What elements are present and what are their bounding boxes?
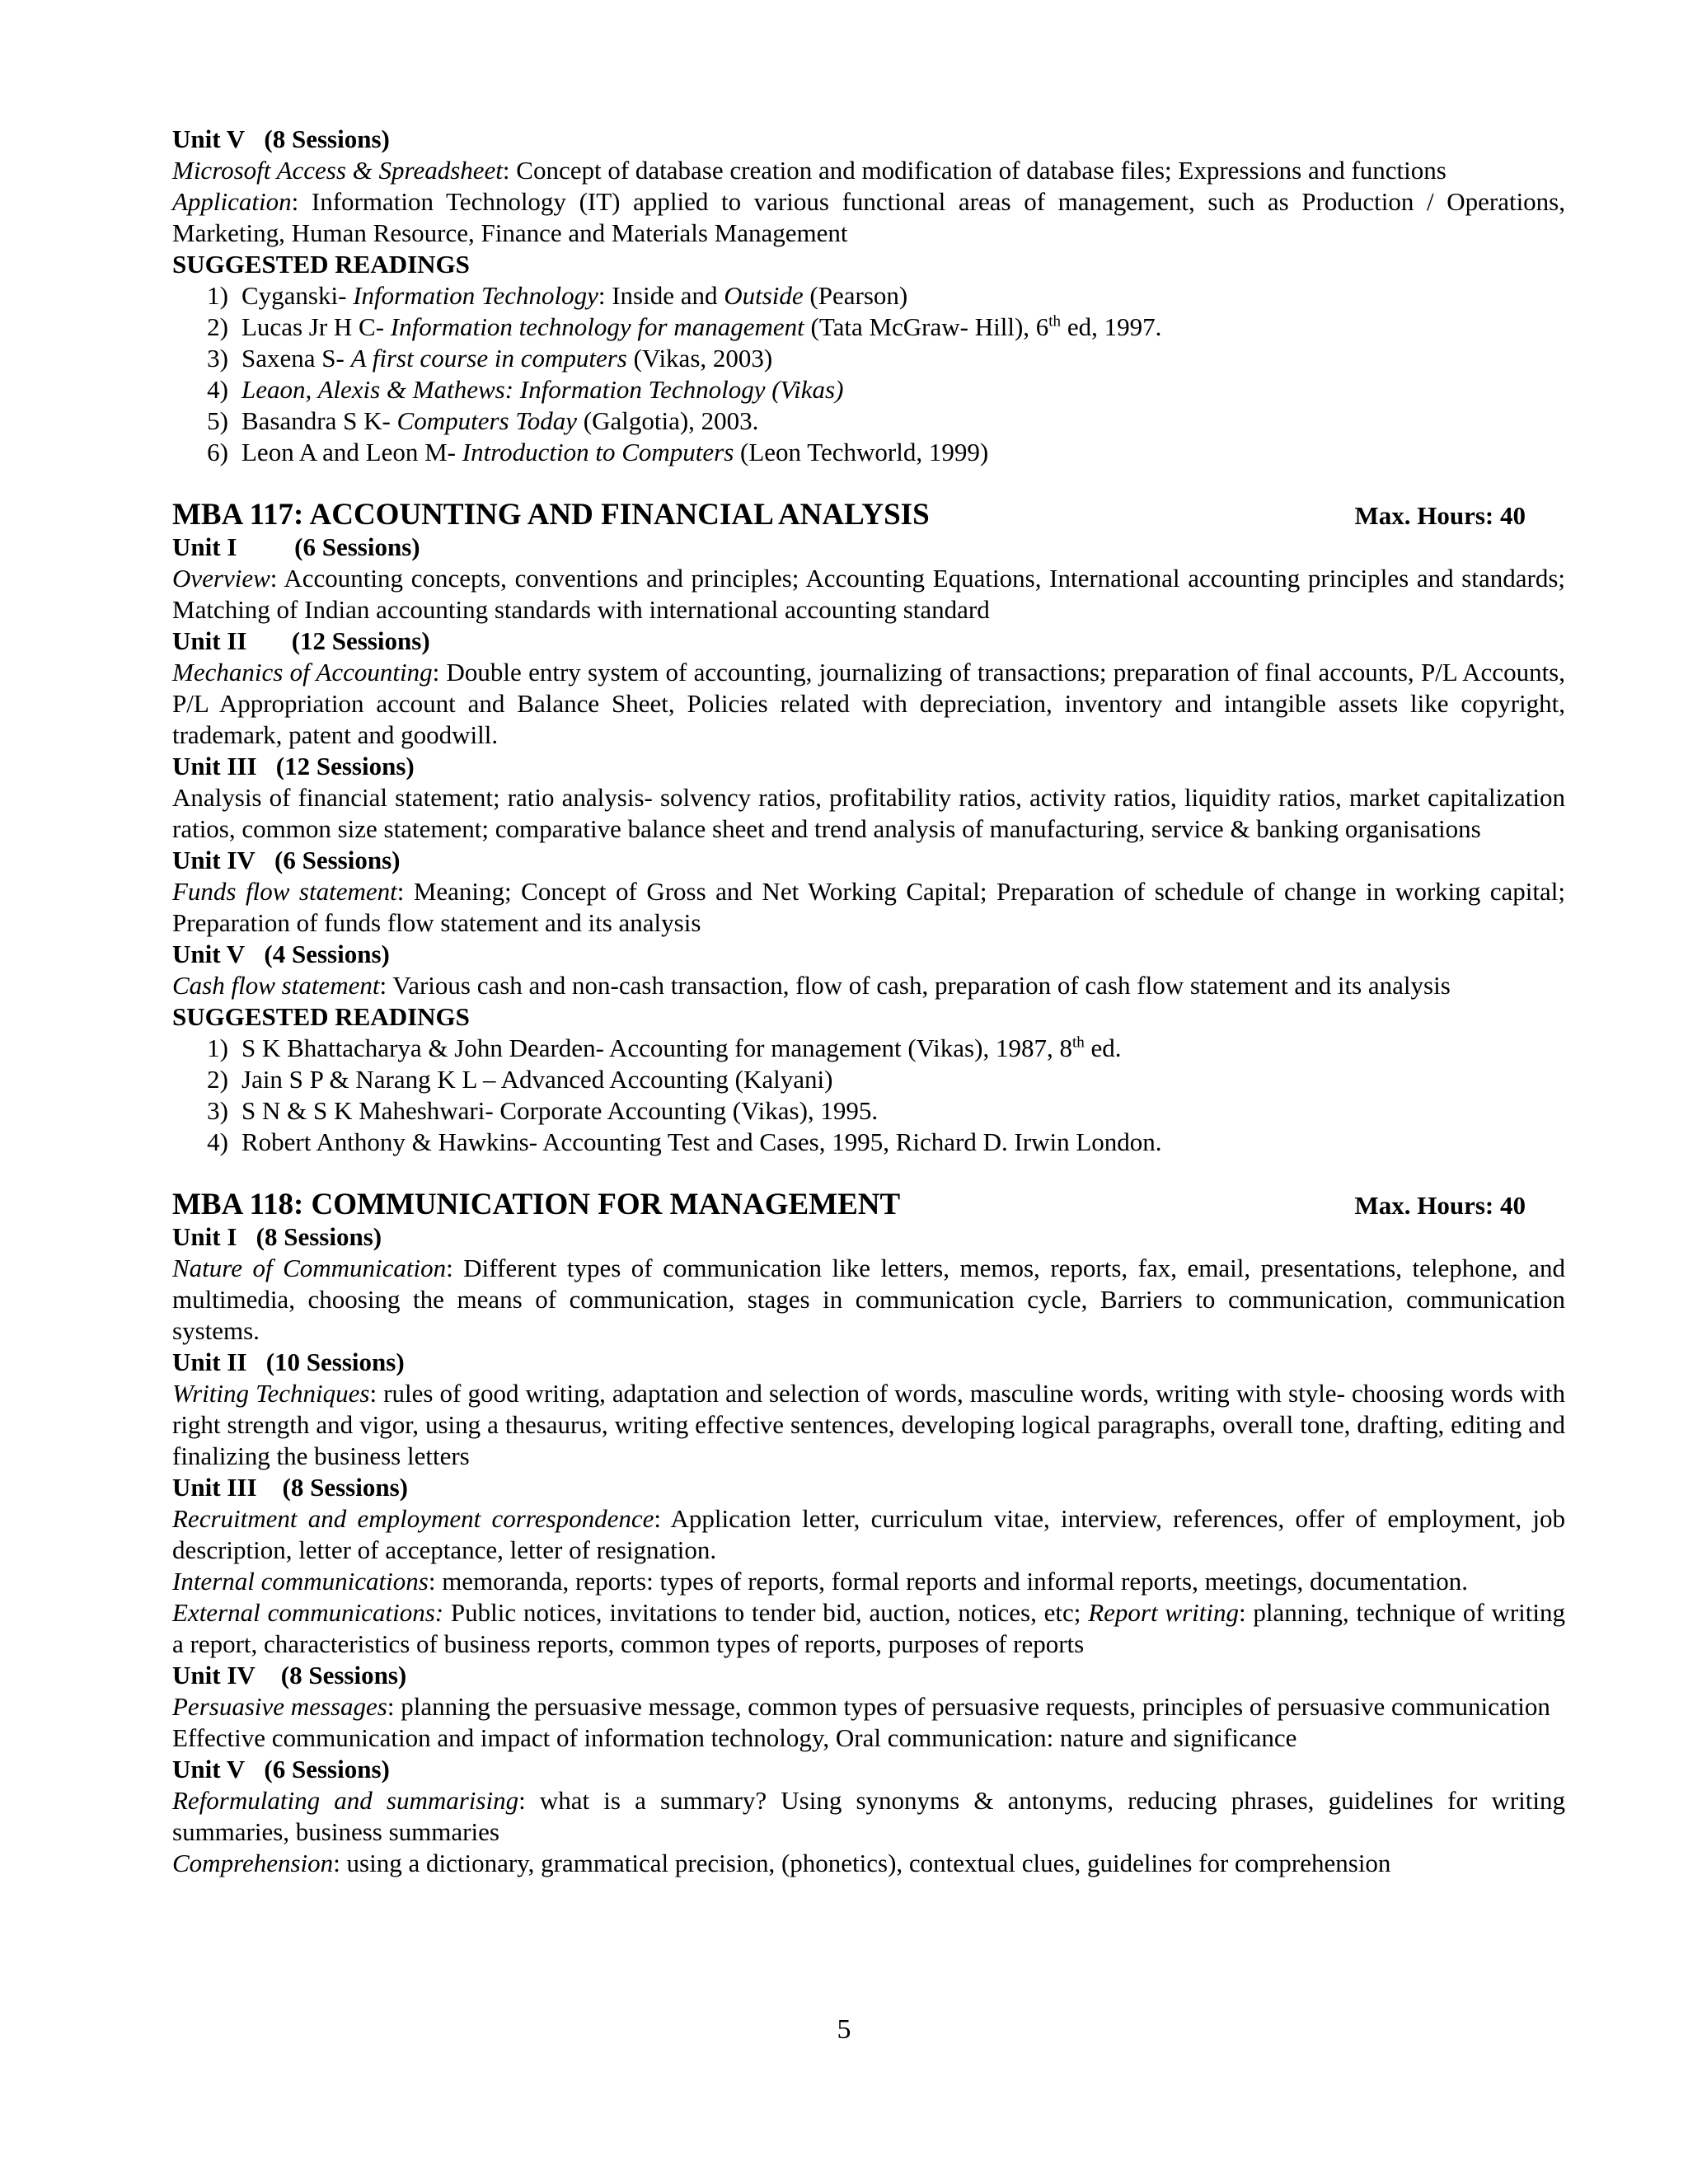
paragraph: Persuasive messages: planning the persuasive message, common types of persuasive requests, principles of persuasive communication <box>172 1692 1550 1721</box>
course-title: MBA 117: ACCOUNTING AND FINANCIAL ANALYSIS <box>172 498 930 532</box>
list-item: 5) Basandra S K- Computers Today (Galgotia), 2003. <box>207 406 759 435</box>
paragraph: Application: Information Technology (IT) applied to various functional areas of management, such as Production / Operations, Marketing, Human Resource, Finance and Materials Management <box>172 187 1565 247</box>
paragraph: Comprehension: using a dictionary, grammatical precision, (phonetics), contextual clues, guidelines for comprehension <box>172 1849 1391 1877</box>
paragraph: Funds flow statement: Meaning; Concept of Gross and Net Working Capital; Preparation of schedule of change in working capital; Preparation of funds flow statement and its analysis <box>172 877 1565 937</box>
unit-heading: Unit IV (8 Sessions) <box>172 1661 407 1690</box>
page-number: 5 <box>837 2014 851 2045</box>
readings-list <box>172 1033 1565 1158</box>
list-item: 2) Jain S P & Narang K L – Advanced Accounting (Kalyani) <box>207 1065 833 1094</box>
paragraph: Internal communications: memoranda, reports: types of reports, formal reports and informal reports, meetings, documentation. <box>172 1567 1469 1596</box>
unit-heading: Unit I (6 Sessions) <box>172 532 420 561</box>
paragraph: Cash flow statement: Various cash and non-cash transaction, flow of cash, preparation of cash flow statement and its analysis <box>172 971 1451 1000</box>
suggested-readings-heading: SUGGESTED READINGS <box>172 1002 470 1031</box>
list-item: 4) Leaon, Alexis & Mathews: Information Technology (Vikas) <box>207 375 844 404</box>
course-title-mba117 <box>172 499 1565 532</box>
max-hours: Max. Hours: 40 <box>1354 501 1526 530</box>
readings-list <box>172 280 1565 468</box>
paragraph: Recruitment and employment correspondence: Application letter, curriculum vitae, interview, references, offer of employment, job description, letter of acceptance, letter of resignation. <box>172 1504 1566 1564</box>
list-item: 3) Saxena S- A first course in computers (Vikas, 2003) <box>207 344 773 373</box>
paragraph: External communications: Public notices, invitations to tender bid, auction, notices, etc; Report writing: planning, technique of writing a report, characteristics of business reports, common types of reports, purposes of reports <box>172 1598 1566 1658</box>
paragraph: Mechanics of Accounting: Double entry system of accounting, journalizing of transactions; preparation of final accounts, P/L Accounts, P/L Appropriation account and Balance Sheet, Policies related with depreciation, inventory and intangible assets like copyright, trademark, patent and goodwill. <box>172 658 1565 749</box>
unit-heading: Unit II (10 Sessions) <box>172 1347 405 1376</box>
unit-heading: Unit V (4 Sessions) <box>172 940 390 968</box>
list-item: 6) Leon A and Leon M- Introduction to Computers (Leon Techworld, 1999) <box>207 438 989 466</box>
course-title: MBA 118: COMMUNICATION FOR MANAGEMENT <box>172 1188 901 1221</box>
course-title-mba118 <box>172 1189 1565 1221</box>
unit-heading: Unit IV (6 Sessions) <box>172 846 401 874</box>
list-item: 3) S N & S K Maheshwari- Corporate Accounting (Vikas), 1995. <box>207 1096 879 1125</box>
list-item: 1) Cyganski- Information Technology: Inside and Outside (Pearson) <box>207 281 908 310</box>
unit-heading: Unit V (8 Sessions) <box>172 124 390 153</box>
unit-heading: Unit III (8 Sessions) <box>172 1473 408 1502</box>
paragraph: Reformulating and summarising: what is a summary? Using synonyms & antonyms, reducing phrases, guidelines for writing summaries, business summaries <box>172 1786 1565 1846</box>
list-item: 2) Lucas Jr H C- Information technology for management (Tata McGraw- Hill), 6th ed, 1997. <box>207 312 1162 341</box>
unit-heading: Unit V (6 Sessions) <box>172 1755 390 1783</box>
unit-heading: Unit III (12 Sessions) <box>172 752 415 780</box>
document-body <box>172 124 1565 1879</box>
paragraph: Effective communication and impact of information technology, Oral communication: nature and significance <box>172 1723 1297 1752</box>
paragraph: Nature of Communication: Different types of communication like letters, memos, reports, fax, email, presentations, telephone, and multimedia, choosing the means of communication, stages in communication cycle, Barriers to communication, communication systems. <box>172 1254 1565 1345</box>
max-hours: Max. Hours: 40 <box>1354 1191 1526 1220</box>
unit-heading: Unit II (12 Sessions) <box>172 626 430 655</box>
paragraph: Microsoft Access & Spreadsheet: Concept of database creation and modification of database files; Expressions and functions <box>172 156 1447 185</box>
list-item: 4) Robert Anthony & Hawkins- Accounting Test and Cases, 1995, Richard D. Irwin London. <box>207 1127 1162 1156</box>
paragraph: Analysis of financial statement; ratio analysis- solvency ratios, profitability ratios, activity ratios, liquidity ratios, market capitalization ratios, common size statement; comparative balance sheet and trend analysis of manufacturing, service & banking organisations <box>172 783 1565 843</box>
suggested-readings-heading: SUGGESTED READINGS <box>172 250 470 279</box>
paragraph: Overview: Accounting concepts, conventions and principles; Accounting Equations, International accounting principles and standards; Matching of Indian accounting standards with international accounting standard <box>172 564 1565 624</box>
paragraph: Writing Techniques: rules of good writing, adaptation and selection of words, masculine words, writing with style- choosing words with right strength and vigor, using a thesaurus, writing effective sentences, developing logical paragraphs, overall tone, drafting, editing and finalizing the business letters <box>172 1379 1565 1470</box>
list-item: 1) S K Bhattacharya & John Dearden- Accounting for management (Vikas), 1987, 8th ed. <box>207 1033 1122 1062</box>
unit-heading: Unit I (8 Sessions) <box>172 1222 382 1251</box>
